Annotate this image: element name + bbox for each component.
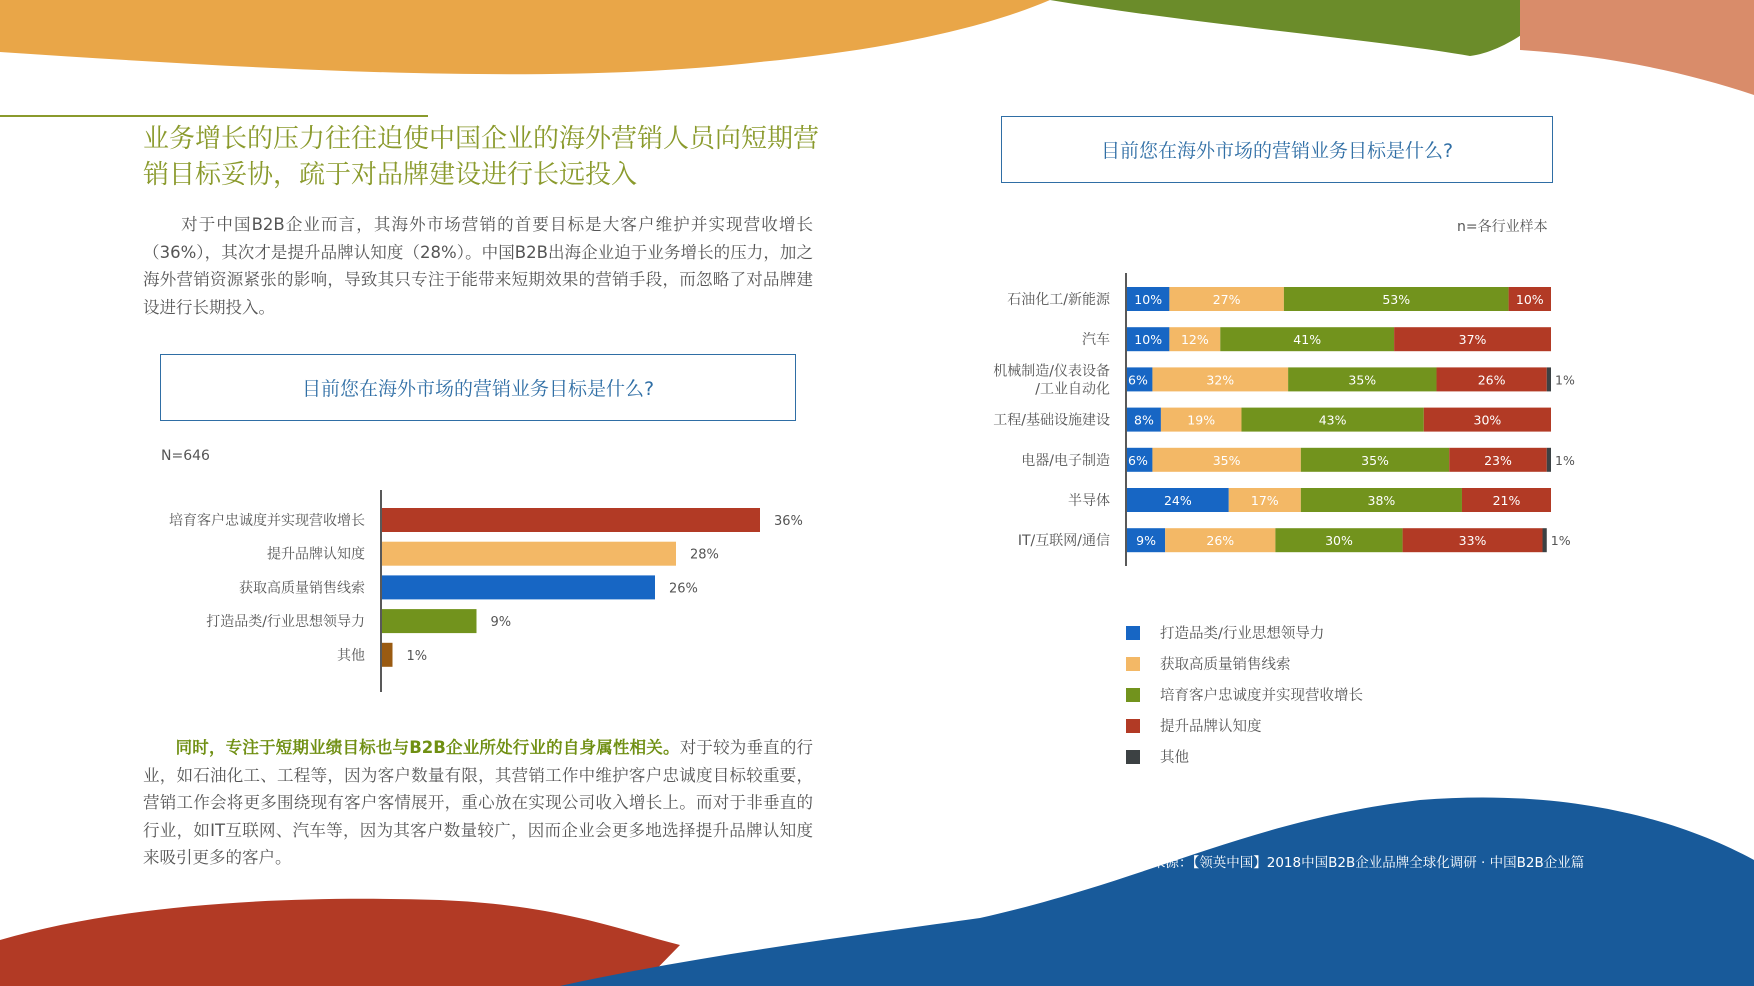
chart2-value-label: 1% xyxy=(1550,533,1571,549)
chart2-value-label: 12% xyxy=(1180,332,1209,348)
chart2-value-label: 10% xyxy=(1134,292,1163,307)
chart2-value-label: 35% xyxy=(1212,452,1241,468)
conclusion-paragraph xyxy=(143,734,813,872)
chart2-value-label: 43% xyxy=(1318,412,1347,428)
conclusion-text: 对于较为垂直的行业，如石油化工、工程等，因为客户数量有限，其营销工作中维护客户忠诚度目标较重要，营销工作会将更多围绕现有客户客情展开，重心放在实现公司收入增长上。而对于非垂直的行业，如IT互联网、汽车等，因为其客户数量较广，因而企业会更多地选择提升品牌认知度来吸引更多的客户。 xyxy=(143,738,813,867)
chart2-category-label: 机械制造/仪表设备 xyxy=(993,363,1110,380)
chart2-title-text: 目前您在海外市场的营销业务目标是什么? xyxy=(1100,140,1454,162)
chart1-value-label: 1% xyxy=(406,648,428,664)
chart2-value-label: 17% xyxy=(1250,493,1279,508)
data-source: 数据来源：【领英中国】2018中国B2B企业品牌全球化调研 · 中国B2B企业篇 xyxy=(1125,855,1585,871)
chart2-category-label: 工程/基础设施建设 xyxy=(993,412,1110,429)
chart2-value-label: 27% xyxy=(1212,292,1241,307)
chart2-value-label: 10% xyxy=(1515,292,1544,307)
legend-swatch xyxy=(1126,750,1140,764)
legend-item xyxy=(1126,741,1363,772)
chart2-value-label: 21% xyxy=(1492,493,1521,508)
chart2-value-label: 32% xyxy=(1206,372,1235,388)
chart2-value-label: 26% xyxy=(1477,372,1506,388)
legend-label: 其他 xyxy=(1160,750,1189,766)
chart2-value-label: 23% xyxy=(1484,452,1512,468)
chart2-value-label: 6% xyxy=(1128,372,1148,388)
chart2-value-label: 19% xyxy=(1187,412,1216,428)
chart2-value-label: 35% xyxy=(1348,372,1377,388)
chart2-bar-segment xyxy=(1547,367,1551,391)
legend-label: 获取高质量销售线索 xyxy=(1160,657,1291,673)
chart2-value-label: 24% xyxy=(1163,493,1192,508)
chart1-category-label: 其他 xyxy=(337,647,365,664)
legend-swatch xyxy=(1126,626,1140,640)
page-number: 16 xyxy=(868,909,889,928)
chart1-value-label: 26% xyxy=(669,581,698,597)
chart2-value-label: 41% xyxy=(1293,332,1322,348)
chart2-category-label: 汽车 xyxy=(1082,332,1110,349)
chart1-title-text: 目前您在海外市场的营销业务目标是什么? xyxy=(301,378,655,400)
intro-paragraph-text: 对于中国B2B企业而言，其海外市场营销的首要目标是大客户维护并实现营收增长（36%），其次才是提升品牌认知度（28%）。中国B2B出海企业迫于业务增长的压力，加之海外营销资源紧张的影响，导致其只专注于能带来短期效果的营销手段，而忽略了对品牌建设进行长期投入。 xyxy=(143,215,813,317)
chart2-legend xyxy=(1126,617,1363,772)
legend-swatch xyxy=(1126,688,1140,702)
chart2-bar-segment xyxy=(1547,448,1551,472)
chart2-value-label: 6% xyxy=(1128,452,1148,468)
chart1-value-label: 28% xyxy=(690,547,719,563)
chart2-category-label: /工业自动化 xyxy=(1035,381,1110,398)
legend-swatch xyxy=(1126,719,1140,733)
chart2-sample-note: n=各行业样本 xyxy=(1457,219,1548,235)
legend-label: 提升品牌认知度 xyxy=(1160,719,1262,735)
legend-item xyxy=(1126,710,1363,741)
chart2-value-label: 53% xyxy=(1382,292,1411,307)
conclusion-bold-text: 同时，专注于短期业绩目标也与B2B企业所处行业的自身属性相关。 xyxy=(175,738,680,757)
chart1-value-label: 9% xyxy=(490,615,512,631)
chart2-category-label: IT/互联网/通信 xyxy=(1017,533,1110,550)
chart2-value-label: 30% xyxy=(1325,533,1353,549)
chart1-category-label: 打造品类/行业思想领导力 xyxy=(206,614,365,631)
chart2-value-label: 38% xyxy=(1367,493,1396,508)
chart2-bar-segment xyxy=(1543,528,1547,552)
chart2-value-label: 8% xyxy=(1134,412,1154,428)
chart2-value-label: 33% xyxy=(1458,533,1487,549)
chart1-category-label: 培育客户忠诚度并实现营收增长 xyxy=(169,513,365,529)
chart2-value-label: 37% xyxy=(1458,332,1487,348)
page-title: 业务增长的压力往往迫使中国企业的海外营销人员向短期营销目标妥协，疏于对品牌建设进行长远投入 xyxy=(143,124,820,190)
legend-item xyxy=(1126,648,1363,679)
legend-item xyxy=(1126,679,1363,710)
chart2-category-label: 石油化工/新能源 xyxy=(1007,292,1110,308)
chart2-value-label: 1% xyxy=(1555,452,1575,468)
legend-swatch xyxy=(1126,657,1140,671)
chart1-category-label: 提升品牌认知度 xyxy=(267,546,365,563)
legend-label: 打造品类/行业思想领导力 xyxy=(1160,626,1325,642)
chart2-value-label: 35% xyxy=(1361,452,1389,468)
chart2-value-label: 30% xyxy=(1473,412,1502,428)
chart2-value-label: 9% xyxy=(1136,533,1157,549)
legend-label: 培育客户忠诚度并实现营收增长 xyxy=(1160,688,1363,704)
chart1-value-label: 36% xyxy=(774,514,803,529)
chart2-category-label: 电器/电子制造 xyxy=(1021,452,1110,469)
chart2-value-label: 26% xyxy=(1206,533,1235,549)
chart1-category-label: 获取高质量销售线索 xyxy=(239,580,365,597)
chart1-sample-note: N=646 xyxy=(161,448,210,464)
chart2-value-label: 1% xyxy=(1555,372,1575,388)
chart2-value-label: 10% xyxy=(1134,332,1163,348)
chart2-category-label: 半导体 xyxy=(1068,493,1110,509)
legend-item xyxy=(1126,617,1363,648)
